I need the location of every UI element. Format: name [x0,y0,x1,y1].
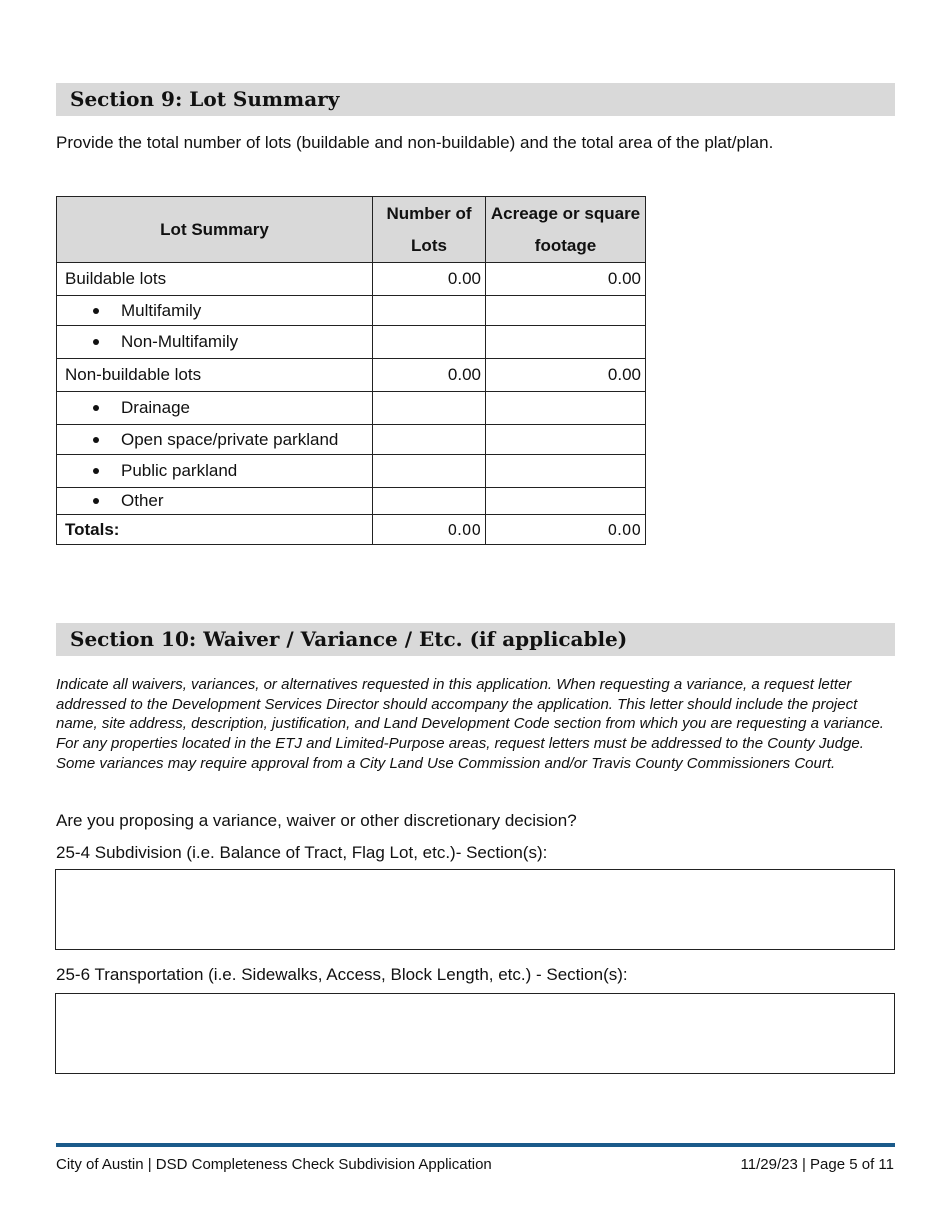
table-row [57,263,646,296]
section-9-intro: Provide the total number of lots (buildable and non-buildable) and the total area of the plat/plan. [56,133,774,152]
table-row [57,425,646,455]
table-row [57,392,646,425]
row-label: Non-buildable lots [57,359,373,392]
row-label: Buildable lots [57,263,373,296]
bullet-icon [93,405,99,411]
row-label: Drainage [57,392,373,425]
table-row [57,488,646,515]
section-10-title: Section 10: Waiver / Variance / Etc. (if applicable) [56,623,895,656]
lots-cell[interactable]: 0.00 [373,359,486,392]
area-cell[interactable] [486,455,646,488]
bullet-icon [93,437,99,443]
transportation-section-input[interactable] [55,993,895,1074]
section-10-instructions: Indicate all waivers, variances, or alternatives requested in this application. When requesting a variance, a request letter addressed to the Development Services Director should accompany the application. This letter should include the project name, site address, description, justification, and Land Development Code section from which you are requesting a variance. For any properties located in the ETJ and Limited-Purpose areas, request letters must be addressed to the County Judge. Some variances may require approval from a City Land Use Commission and/or Travis County Commissioners Court. [56,676,884,772]
totals-row [57,515,646,545]
lots-cell[interactable] [373,296,486,326]
row-label: Multifamily [57,296,373,326]
lots-cell[interactable] [373,488,486,515]
header-lot-summary: Lot Summary [57,197,373,263]
bullet-icon [93,308,99,314]
footer-title: City of Austin | DSD Completeness Check Subdivision Application [56,1156,492,1173]
footer-page-info: 11/29/23 | Page 5 of 11 [740,1156,894,1173]
row-label: Open space/private parkland [57,425,373,455]
bullet-icon [93,498,99,504]
bullet-icon [93,339,99,345]
lot-summary-table [56,196,646,545]
table-header-row [57,197,646,263]
header-number-of-lots: Number of Lots [373,197,486,263]
area-cell[interactable] [486,326,646,359]
row-label: Other [57,488,373,515]
lots-cell[interactable] [373,425,486,455]
area-cell[interactable]: 0.00 [486,359,646,392]
totals-area: 0.00 [486,515,646,545]
lots-cell[interactable] [373,326,486,359]
transportation-field-label: 25-6 Transportation (i.e. Sidewalks, Access, Block Length, etc.) - Section(s): [56,965,628,984]
table-row [57,455,646,488]
variance-question: Are you proposing a variance, waiver or other discretionary decision? [56,811,577,830]
lots-cell[interactable]: 0.00 [373,263,486,296]
row-label: Public parkland [57,455,373,488]
footer-divider [56,1143,895,1147]
subdivision-field-label: 25-4 Subdivision (i.e. Balance of Tract, Flag Lot, etc.)- Section(s): [56,843,548,862]
subdivision-section-input[interactable] [55,869,895,950]
table-row [57,296,646,326]
area-cell[interactable] [486,488,646,515]
header-acreage: Acreage or square footage [486,197,646,263]
totals-lots: 0.00 [373,515,486,545]
lots-cell[interactable] [373,392,486,425]
lots-cell[interactable] [373,455,486,488]
table-row [57,359,646,392]
area-cell[interactable]: 0.00 [486,263,646,296]
area-cell[interactable] [486,392,646,425]
row-label: Non-Multifamily [57,326,373,359]
section-9-title: Section 9: Lot Summary [56,83,895,116]
area-cell[interactable] [486,425,646,455]
bullet-icon [93,468,99,474]
totals-label: Totals: [57,515,373,545]
area-cell[interactable] [486,296,646,326]
table-row [57,326,646,359]
